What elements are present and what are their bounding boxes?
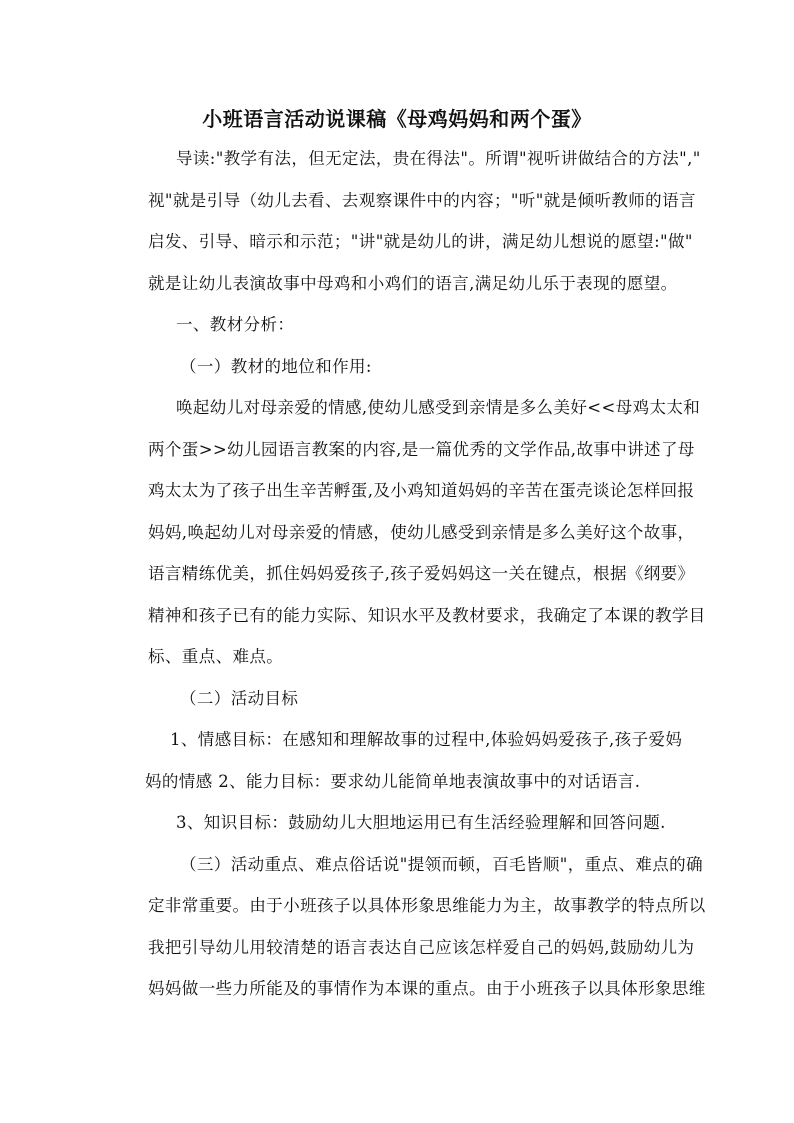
- paragraph-line: 两个蛋>>幼儿园语言教案的内容,是一篇优秀的文学作品,故事中讲述了母: [148, 439, 695, 459]
- goal-line: 妈的情感 2、能力目标：要求幼儿能简单地表演故事中的对话语言.: [145, 771, 641, 791]
- intro-line: 导读:"教学有法，但无定法，贵在得法"。所谓"视听讲做结合的方法",": [176, 149, 701, 168]
- paragraph-line: 唤起幼儿对母亲爱的情感,使幼儿感受到亲情是多么美好<<母鸡太太和: [176, 398, 701, 417]
- paragraph-line: 妈妈做一些力所能及的事情作为本课的重点。由于小班孩子以具体形象思维: [148, 979, 706, 998]
- goal-line: 3、知识目标：鼓励幼儿大胆地运用已有生活经验理解和回答问题.: [176, 813, 666, 832]
- subsection-heading: （一）教材的地位和作用:: [180, 356, 372, 376]
- paragraph-line: 我把引导幼儿用较清楚的语言表达自己应该怎样爱自己的妈妈,鼓励幼儿为: [148, 937, 695, 957]
- paragraph-line: 定非常重要。由于小班孩子以具体形象思维能力为主，故事教学的特点所以: [148, 896, 706, 915]
- intro-line: 就是让幼儿表演故事中母鸡和小鸡们的语言,满足幼儿乐于表现的愿望。: [148, 273, 678, 293]
- document-title: 小班语言活动说课稿《母鸡妈妈和两个蛋》: [202, 107, 592, 131]
- goal-line: 1、情感目标：在感知和理解故事的过程中,体验妈妈爱孩子,孩子爱妈: [170, 730, 683, 749]
- document-body: [0, 138, 794, 1010]
- paragraph-line: 标、重点、难点。: [148, 647, 284, 666]
- paragraph-line: 鸡太太为了孩子出生辛苦孵蛋,及小鸡知道妈妈的辛苦在蛋壳谈论怎样回报: [148, 481, 695, 500]
- intro-line: 视"就是引导（幼儿去看、去观察课件中的内容；"听"就是倾听教师的语言: [148, 190, 696, 210]
- intro-line: 启发、引导、暗示和示范；"讲"就是幼儿的讲，满足幼儿想说的愿望:"做": [148, 232, 693, 251]
- paragraph-line: 精神和孩子已有的能力实际、知识水平及教材要求，我确定了本课的教学目: [148, 605, 706, 625]
- section-heading: 一、教材分析：: [176, 315, 295, 334]
- subsection-heading: （三）活动重点、难点俗话说"提领而顿，百毛皆顺"，重点、难点的确: [180, 854, 703, 874]
- subsection-heading: （二）活动目标: [180, 688, 299, 708]
- paragraph-line: 语言精练优美，抓住妈妈爱孩子,孩子爱妈妈这一关在键点，根据《纲要》: [148, 564, 695, 583]
- paragraph-line: 妈妈,唤起幼儿对母亲爱的情感，使幼儿感受到亲情是多么美好这个故事，: [148, 522, 695, 542]
